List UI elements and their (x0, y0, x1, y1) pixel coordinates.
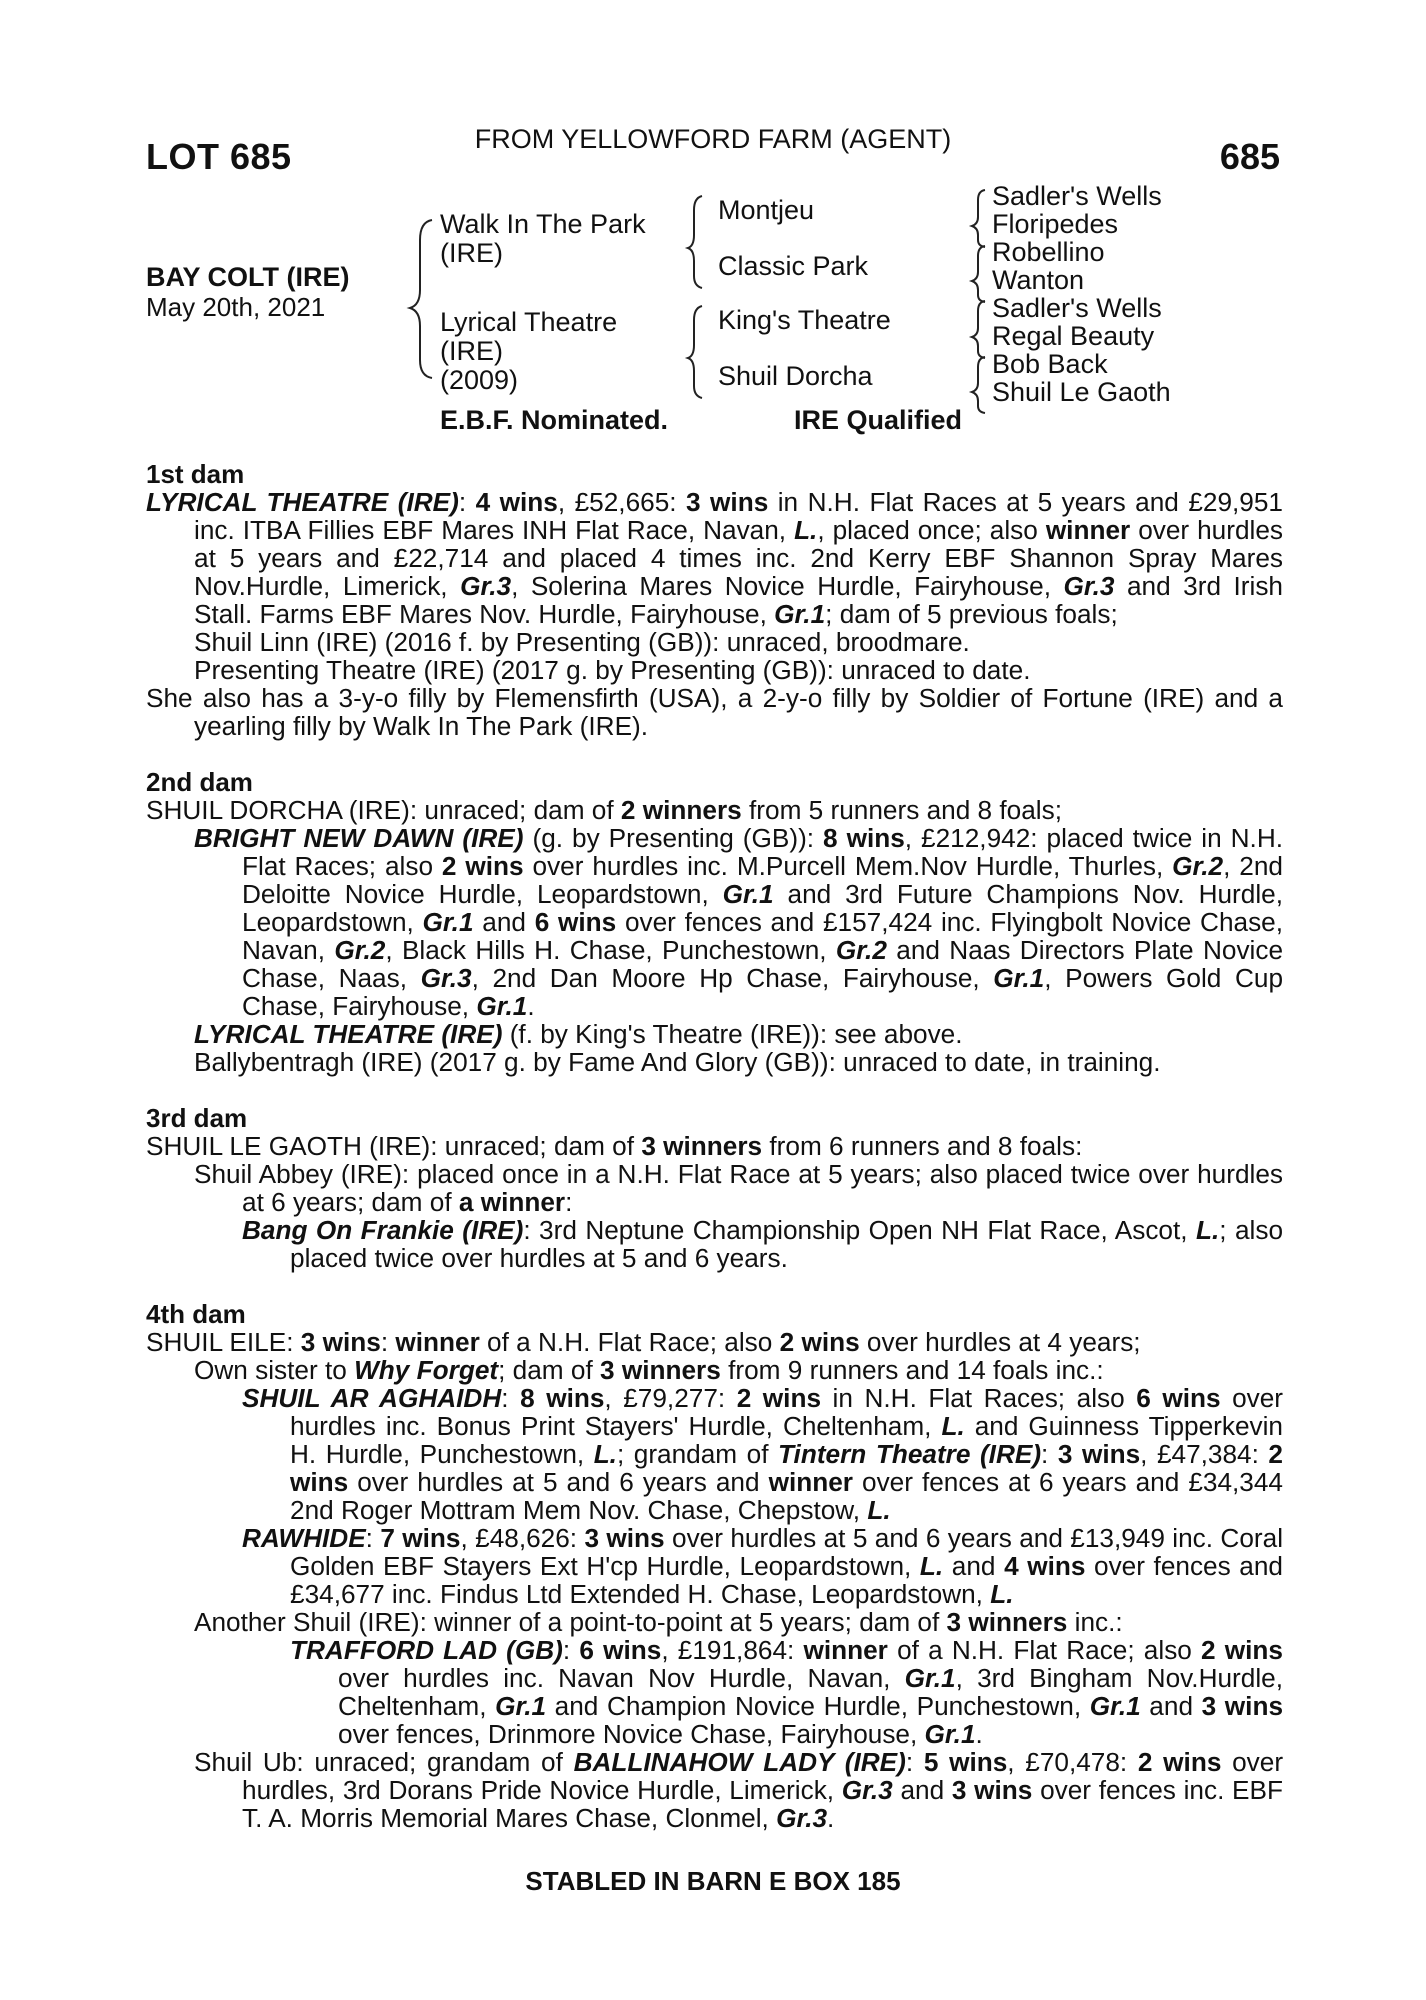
produce-record: Shuil Ub: unraced; grandam of BALLINAHOW LADY (IRE): 5 wins, £70,478: 2 wins over hurdles, 3rd Dorans Pride Novice Hurdle, Limerick, Gr.3 and 3 wins over fences inc. EBF T. A. Morris Memorial Mares Chase, Clonmel, Gr.3. (194, 1747, 1284, 1833)
dam-section (146, 768, 1283, 1076)
sd-sire: Robellino (992, 237, 1105, 267)
ss-sire: Sadler's Wells (992, 181, 1162, 211)
produce-record: BRIGHT NEW DAWN (IRE) (g. by Presenting (GB)): 8 wins, £212,942: placed twice in N.H. Flat Races; also 2 wins over hurdles inc. M.Purcell Mem.Nov Hurdle, Thurles, Gr.2, 2nd Deloitte Novice Hurdle, Leopardstown, Gr.1 and 3rd Future Champions Nov. Hurdle, Leopardstown, Gr.1 and 6 wins over fences and £157,424 inc. Flyingbolt Novice Chase, Navan, Gr.2, Black Hills H. Chase, Punchestown, Gr.2 and Naas Directors Plate Novice Chase, Naas, Gr.3, 2nd Dan Moore Hp Chase, Fairyhouse, Gr.1, Powers Gold Cup Chase, Fairyhouse, Gr.1. (194, 823, 1284, 1021)
consignor: FROM YELLOWFORD FARM (AGENT) (474, 124, 952, 154)
ds-dam: Regal Beauty (992, 321, 1155, 351)
produce-record: LYRICAL THEATRE (IRE) (f. by King's Theatre (IRE)): see above. (194, 1019, 963, 1049)
lot-label: LOT 685 (146, 136, 292, 177)
produce-record: LYRICAL THEATRE (IRE): 4 wins, £52,665: 3 wins in N.H. Flat Races at 5 years and £29,951 inc. ITBA Fillies EBF Mares INH Flat Race, Navan, L., placed once; also winner over hurdles at 5 years and £22,714 and placed 4 times inc. 2nd Kerry EBF Shannon Spray Mares Nov.Hurdle, Limerick, Gr.3, Solerina Mares Novice Hurdle, Fairyhouse, Gr.3 and 3rd Irish Stall. Farms EBF Mares Nov. Hurdle, Fairyhouse, Gr.1; dam of 5 previous foals; (146, 487, 1284, 629)
ss-dam: Floripedes (992, 209, 1119, 239)
dam-year: (2009) (440, 365, 519, 395)
produce-record: Bang On Frankie (IRE): 3rd Neptune Championship Open NH Flat Race, Ascot, L.; also placed twice over hurdles at 5 and 6 years. (242, 1215, 1284, 1273)
produce-record: SHUIL EILE: 3 wins: winner of a N.H. Flat Race; also 2 wins over hurdles at 4 years; (146, 1327, 1141, 1357)
sire-sire: Montjeu (718, 195, 815, 225)
produce-record: SHUIL AR AGHAIDH: 8 wins, £79,277: 2 wins in N.H. Flat Races; also 6 wins over hurdles inc. Bonus Print Stayers' Hurdle, Cheltenham, L. and Guinness Tipperkevin H. Hurdle, Punchestown, L.; grandam of Tintern Theatre (IRE): 3 wins, £47,384: 2 wins over hurdles at 5 and 6 years and winner over fences at 6 years and £34,344 2nd Roger Mottram Mem Nov. Chase, Chepstow, L. (242, 1383, 1284, 1525)
sire-name-line: Walk In The Park (440, 209, 646, 239)
dam-heading: 2nd dam (146, 767, 253, 797)
ds-sire: Sadler's Wells (992, 293, 1162, 323)
produce-record: Shuil Abbey (IRE): placed once in a N.H. Flat Race at 5 years; also placed twice over hurdles at 6 years; dam of a winner: (194, 1159, 1283, 1217)
produce-record: Shuil Linn (IRE) (2016 f. by Presenting (GB)): unraced, broodmare. (194, 627, 970, 657)
sire-country: (IRE) (440, 238, 503, 268)
stabling-info: STABLED IN BARN E BOX 185 (525, 1866, 901, 1896)
dd-sire: Bob Back (992, 349, 1108, 379)
dam-name (440, 308, 617, 395)
ire-qualified: IRE Qualified (794, 405, 963, 435)
produce-record: Another Shuil (IRE): winner of a point-to-point at 5 years; dam of 3 winners inc.: (194, 1607, 1123, 1637)
sd-dam: Wanton (992, 265, 1085, 295)
ebf-nominated: E.B.F. Nominated. (440, 405, 669, 435)
sire-name (440, 210, 646, 268)
dam-heading: 3rd dam (146, 1103, 248, 1133)
produce-record: TRAFFORD LAD (GB): 6 wins, £191,864: winner of a N.H. Flat Race; also 2 wins over hurdles inc. Navan Nov Hurdle, Navan, Gr.1, 3rd Bingham Nov.Hurdle, Cheltenham, Gr.1 and Champion Novice Hurdle, Punchestown, Gr.1 and 3 wins over fences, Drinmore Novice Chase, Fairyhouse, Gr.1. (290, 1635, 1284, 1749)
dam-heading: 1st dam (146, 459, 245, 489)
horse-description: BAY COLT (IRE) (146, 262, 350, 292)
foaling-date: May 20th, 2021 (146, 292, 326, 322)
produce-record: SHUIL DORCHA (IRE): unraced; dam of 2 winners from 5 runners and 8 foals; (146, 795, 1062, 825)
dam-sections (146, 460, 1283, 1832)
dam-heading: 4th dam (146, 1299, 246, 1329)
produce-record: Ballybentragh (IRE) (2017 g. by Fame And Glory (GB)): unraced to date, in training. (194, 1047, 1161, 1077)
dam-section (146, 1104, 1283, 1272)
dam-dam: Shuil Dorcha (718, 361, 873, 391)
sire-dam: Classic Park (718, 251, 869, 281)
produce-record: Own sister to Why Forget; dam of 3 winners from 9 runners and 14 foals inc.: (194, 1355, 1104, 1385)
dam-section (146, 1300, 1283, 1832)
dam-sire: King's Theatre (718, 305, 891, 335)
produce-record: She also has a 3-y-o filly by Flemensfirth (USA), a 2-y-o filly by Soldier of Fortune (IRE) and a yearling filly by Walk In The Park (IRE). (146, 683, 1283, 741)
dam-name-line: Lyrical Theatre (440, 307, 618, 337)
pedigree-braces (0, 0, 1426, 420)
dam-country: (IRE) (440, 336, 503, 366)
dam-section (146, 460, 1283, 740)
lot-number: 685 (1219, 136, 1280, 177)
produce-record: Presenting Theatre (IRE) (2017 g. by Presenting (GB)): unraced to date. (194, 655, 1031, 685)
produce-record: RAWHIDE: 7 wins, £48,626: 3 wins over hurdles at 5 and 6 years and £13,949 inc. Coral Golden EBF Stayers Ext H'cp Hurdle, Leopardstown, L. and 4 wins over fences and £34,677 inc. Findus Ltd Extended H. Chase, Leopardstown, L. (242, 1523, 1284, 1609)
dd-dam: Shuil Le Gaoth (992, 377, 1171, 407)
produce-record: SHUIL LE GAOTH (IRE): unraced; dam of 3 winners from 6 runners and 8 foals: (146, 1131, 1083, 1161)
